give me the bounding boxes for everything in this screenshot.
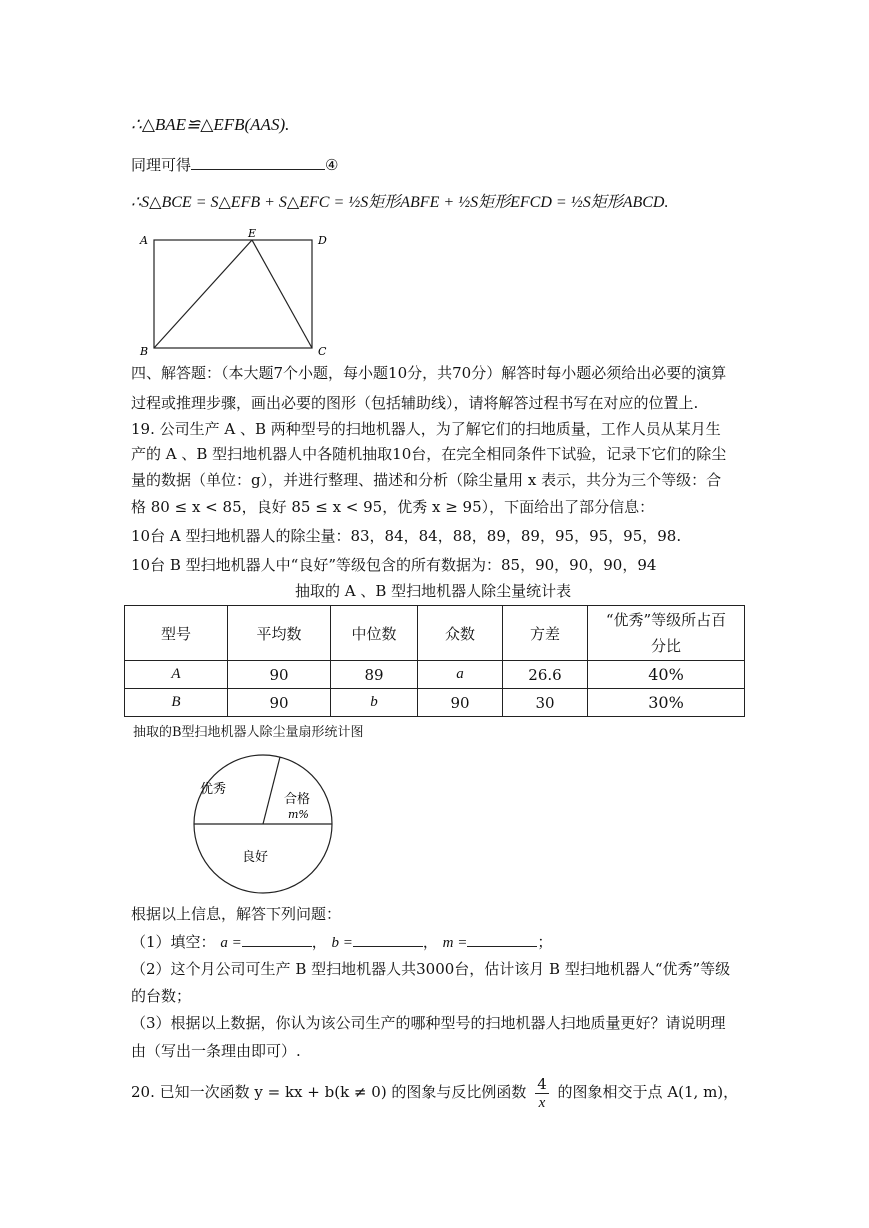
label-e: E [248,228,257,240]
pie-label-good: 良好 [242,850,269,865]
rectangle-abcd [154,240,312,348]
cell-a-excellent: 40% [588,661,745,689]
cell-b-excellent: 30% [588,689,745,717]
section4-line2: 过程或推理步骤，画出必要的图形（包括辅助线），请将解答过程书写在对应的位置上. [131,394,699,412]
proof-line-similarly [131,155,338,175]
header-excellent-pct-line1: “优秀”等级所占百 [605,611,727,629]
proof-line-congruence: ∴△BAE≌△EFB(AAS). [131,115,290,134]
q20-suffix: 的图象相交于点 A(1, m)， [557,1083,739,1101]
table-header-row [125,606,745,661]
q19-line1: 19. 公司生产 A 、B 两种型号的扫地机器人，为了解它们的扫地质量，工作人员从某月生 [131,420,721,438]
pie-label-pass-pct: m% [288,808,309,821]
q19-line2: 产的 A 、B 型扫地机器人中各随机抽取10台，在完全相同条件下试验，记录下它们的除尘 [131,445,727,463]
q19-sub3-line2: 由（写出一条理由即可）. [131,1042,301,1060]
q19-sub2-line2: 的台数； [131,987,192,1005]
pie-title: 抽取的B型扫地机器人除尘量扇形统计图 [133,725,364,740]
label-b: B [140,345,149,358]
q19-line5: 10台 A 型扫地机器人的除尘量：83，84，84，88，89，89，95，95，95，98. [131,527,682,545]
label-c: C [318,345,327,358]
cell-b-model: B [125,689,228,717]
answer-blank-m[interactable] [467,932,537,947]
q19-sub3-line1: （3）根据以上数据，你认为该公司生产的哪种型号的扫地机器人扫地质量更好？请说明理 [131,1014,726,1032]
header-mode: 众数 [418,606,503,661]
sub1-a-label: a = [220,935,242,951]
q20-prefix: 20. 已知一次函数 y = kx + b(k ≠ 0) 的图象与反比例函数 [131,1083,527,1101]
rectangle-figure [136,228,336,358]
pie-chart [190,753,338,898]
q20-fraction-num: 4 [537,1074,547,1093]
q19-line6: 10台 B 型扫地机器人中“良好”等级包含的所有数据为：85，90，90，90，94 [131,556,657,574]
cell-a-variance: 26.6 [503,661,588,689]
cell-a-mean: 90 [228,661,331,689]
answer-blank-a[interactable] [242,932,312,947]
header-variance: 方差 [503,606,588,661]
q19-line3: 量的数据（单位：g），并进行整理、描述和分析（除尘量用 x 表示，共分为三个等级：合 [131,471,722,489]
q20-fraction-den: x [538,1094,546,1111]
similarly-label: 同理可得 [131,156,192,174]
table-title: 抽取的 A 、B 型扫地机器人除尘量统计表 [295,582,572,600]
answer-blank-b[interactable] [353,932,423,947]
sub1-m-label: m = [442,935,468,951]
sub1-b-label: b = [331,935,353,951]
header-median: 中位数 [331,606,418,661]
pie-label-excellent: 优秀 [200,782,227,797]
label-a: A [140,234,148,247]
q19-line4: 格 80 ≤ x < 85，良好 85 ≤ x < 95，优秀 x ≥ 95），下面给出了部分信息： [131,498,655,516]
label-d: D [318,234,327,247]
header-model: 型号 [125,606,228,661]
circled-four: ④ [325,156,339,174]
segment-be [154,240,252,348]
similarly-blank[interactable] [191,155,325,170]
section4-line1: 四、解答题：（本大题7个小题，每小题10分，共70分）解答时每小题必须给出必要的演算 [131,364,727,382]
q20-fraction [535,1075,549,1112]
cell-b-variance: 30 [503,689,588,717]
cell-a-median: 89 [331,661,418,689]
cell-a-mode: a [418,661,503,689]
area-formula: ∴S△BCE = S△EFB + S△EFC = ½S矩形ABFE + ½S矩形EFCD = ½S矩形ABCD. [131,194,669,211]
cell-b-median: b [331,689,418,717]
stats-table [124,605,745,717]
table-row [125,661,745,689]
cell-b-mean: 90 [228,689,331,717]
q19-ask: 根据以上信息，解答下列问题： [131,905,342,923]
sub1-end: ； [537,933,553,951]
sub1-prefix: （1）填空： [131,933,216,951]
cell-a-model: A [125,661,228,689]
header-excellent-pct-line2: 分比 [650,637,681,655]
q19-sub1: （1）填空： a = ， b = ， m = ； [131,933,553,951]
q20-line [131,1070,738,1114]
table-row [125,689,745,717]
segment-ec [252,240,312,348]
pie-label-pass: 合格 [284,792,311,807]
header-excellent-pct [588,606,745,661]
pie-divider-slant [263,757,280,824]
q19-sub2-line1: （2）这个月公司可生产 B 型扫地机器人共3000台，估计该月 B 型扫地机器人“优秀”等级 [131,960,731,978]
cell-b-mode: 90 [418,689,503,717]
header-mean: 平均数 [228,606,331,661]
